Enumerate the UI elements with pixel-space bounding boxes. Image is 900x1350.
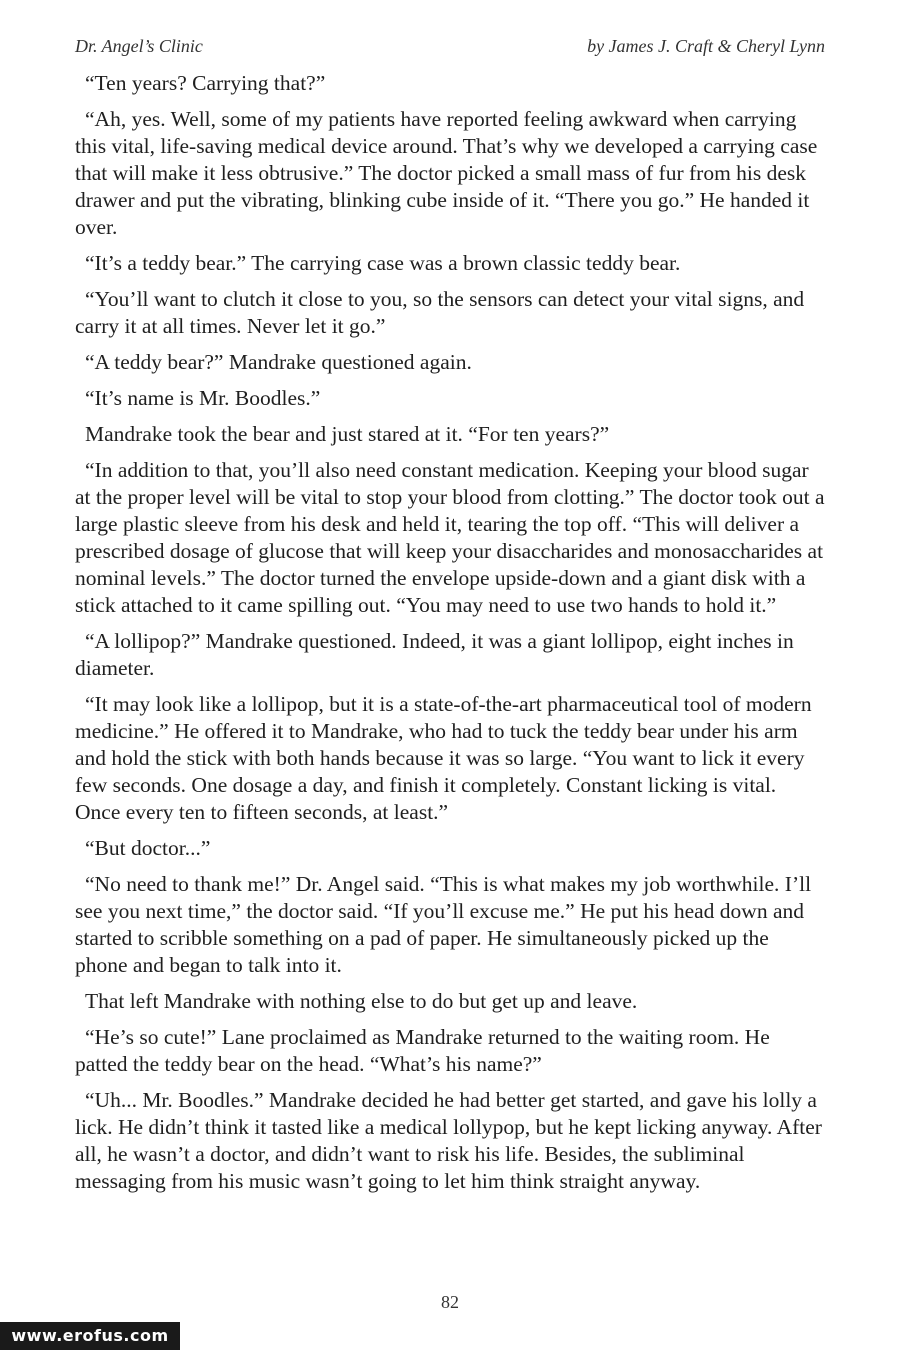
page-number: 82: [441, 1292, 459, 1312]
paragraph: “It’s a teddy bear.” The carrying case was a brown classic teddy bear.: [85, 251, 681, 275]
header-book-title: Dr. Angel’s Clinic: [75, 36, 203, 56]
paragraph: Mandrake took the bear and just stared at it. “For ten years?”: [85, 422, 610, 446]
paragraph: “Ah, yes. Well, some of my patients have reported feeling awkward when carrying this vital, life-saving medical device around. That’s why we developed a carrying case that will make it less obtrusive.” The doctor picked a small mass of fur from his desk drawer and put the vibrating, blinking cube inside of it. “There you go.” He handed it over.: [75, 107, 818, 239]
paragraph: “Uh... Mr. Boodles.” Mandrake decided he had better get started, and gave his lolly a lick. He didn’t think it tasted like a medical lollypop, but he kept licking anyway. After all, he wasn’t a doctor, and didn’t want to risk his life. Besides, the subliminal messaging from his music wasn’t going to let him think straight anyway.: [75, 1088, 822, 1193]
paragraph: “He’s so cute!” Lane proclaimed as Mandrake returned to the waiting room. He patted the teddy bear on the head. “What’s his name?”: [75, 1025, 770, 1076]
paragraph: “No need to thank me!” Dr. Angel said. “This is what makes my job worthwhile. I’ll see you next time,” the doctor said. “If you’ll excuse me.” He put his head down and started to scribble something on a pad of paper. He simultaneously picked up the phone and began to talk into it.: [75, 872, 812, 977]
paragraph: “Ten years? Carrying that?”: [85, 71, 326, 95]
body-text: [75, 70, 825, 1204]
paragraph: That left Mandrake with nothing else to do but get up and leave.: [85, 989, 638, 1013]
paragraph: “But doctor...”: [85, 836, 211, 860]
header-authors: by James J. Craft & Cheryl Lynn: [587, 36, 825, 56]
paragraph: “You’ll want to clutch it close to you, so the sensors can detect your vital signs, and carry it at all times. Never let it go.”: [75, 287, 805, 338]
paragraph: “A lollipop?” Mandrake questioned. Indeed, it was a giant lollipop, eight inches in diameter.: [75, 629, 794, 680]
paragraph: “A teddy bear?” Mandrake questioned again.: [85, 350, 472, 374]
site-watermark: www.erofus.com: [0, 1322, 180, 1350]
paragraph: “In addition to that, you’ll also need constant medication. Keeping your blood sugar at the proper level will be vital to stop your blood from clotting.” The doctor took out a large plastic sleeve from his desk and held it, tearing the top off. “This will deliver a prescribed dosage of glucose that will keep your disaccharides and monosaccharides at nominal levels.” The doctor turned the envelope upside-down and a giant disk with a stick attached to it came spilling out. “You may need to use two hands to hold it.”: [75, 458, 825, 617]
paragraph: “It may look like a lollipop, but it is a state-of-the-art pharmaceutical tool of modern medicine.” He offered it to Mandrake, who had to tuck the teddy bear under his arm and hold the stick with both hands because it was so large. “You want to lick it every few seconds. One dosage a day, and finish it completely. Constant licking is vital. Once every ten to fifteen seconds, at least.”: [75, 692, 812, 824]
paragraph: “It’s name is Mr. Boodles.”: [85, 386, 321, 410]
running-header: [75, 36, 825, 60]
